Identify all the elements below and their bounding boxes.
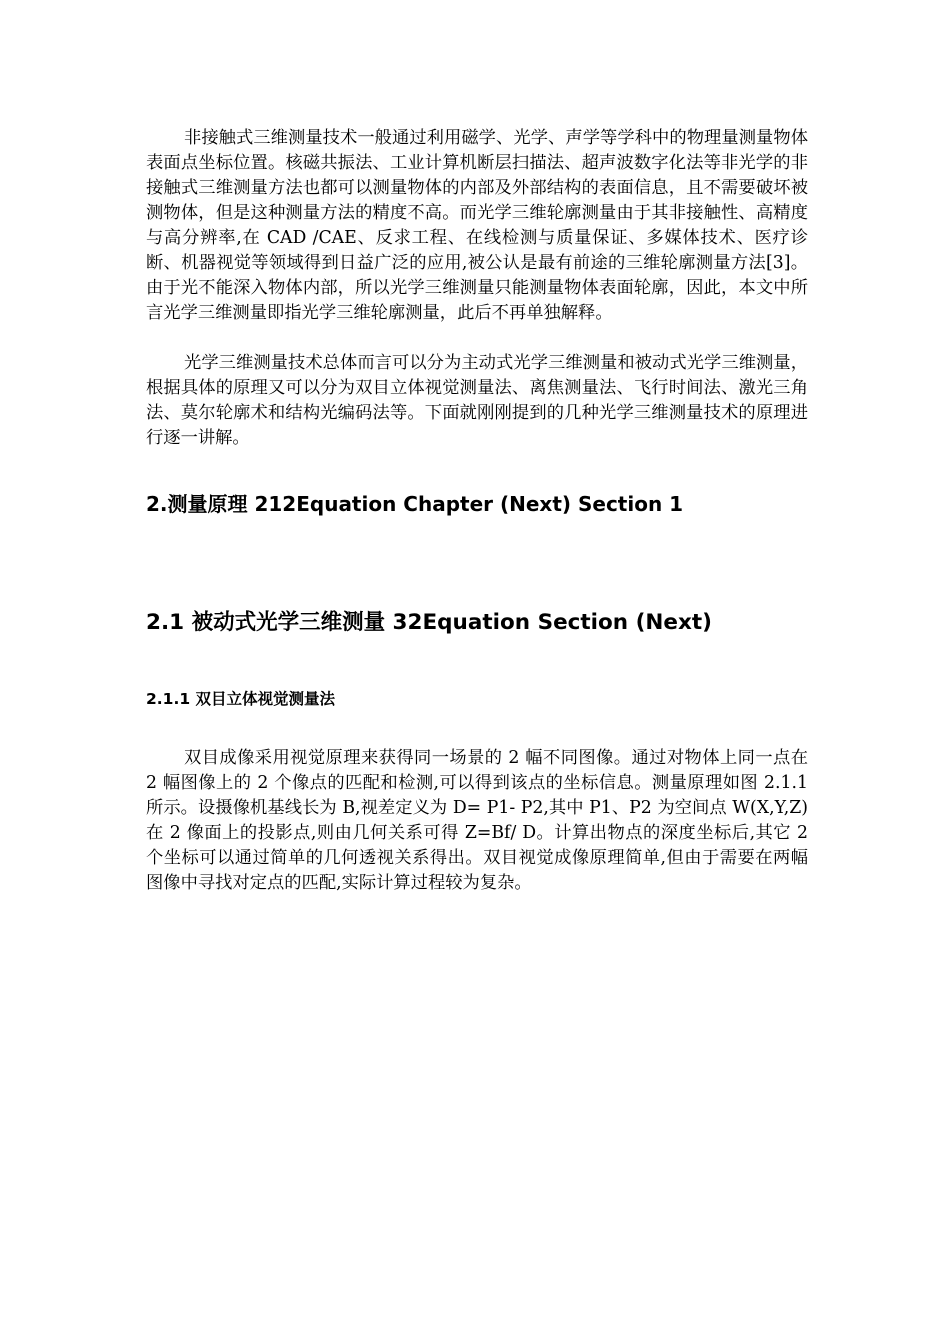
paragraph-optical-measurement-classification: 光学三维测量技术总体而言可以分为主动式光学三维测量和被动式光学三维测量，根据具体的原理又可以分为双目立体视觉测量法、离焦测量法、飞行时间法、激光三角法、莫尔轮廓术和结构光编码法等。下面就刚刚提到的几种光学三维测量技术的原理进行逐一讲解。 xyxy=(146,353,808,448)
subsection-heading: 2.1.1 双目立体视觉测量法 xyxy=(146,690,336,708)
paragraph-binocular-vision: 双目成像采用视觉原理来获得同一场景的 2 幅不同图像。通过对物体上同一点在 2 幅图像上的 2 个像点的匹配和检测,可以得到该点的坐标信息。测量原理如图 2.1.1 所示。设摄像机基线长为 B,视差定义为 D= P1- P2,其中 P1、P2 为空间点 W(X,Y,Z)在 2 像面上的投影点,则由几何关系可得 Z=Bf/ D。计算出物点的深度坐标后,其它 2 个坐标可以通过简单的几何透视关系得出。双目视觉成像原理简单,但由于需要在两幅图像中寻找对定点的匹配,实际计算过程较为复杂。 xyxy=(146,748,808,893)
paragraph-non-contact-measurement: 非接触式三维测量技术一般通过利用磁学、光学、声学等学科中的物理量测量物体表面点坐标位置。核磁共振法、工业计算机断层扫描法、超声波数字化法等非光学的非接触式三维测量方法也都可以测量物体的内部及外部结构的表面信息，且不需要破坏被测物体，但是这种测量方法的精度不高。而光学三维轮廓测量由于其非接触性、高精度与高分辨率,在 CAD /CAE、反求工程、在线检测与质量保证、多媒体技术、医疗诊断、机器视觉等领域得到日益广泛的应用,被公认是最有前途的三维轮廓测量方法[3]。由于光不能深入物体内部，所以光学三维测量只能测量物体表面轮廓，因此，本文中所言光学三维测量即指光学三维轮廓测量，此后不再单独解释。 xyxy=(146,128,808,323)
chapter-heading: 2.测量原理 212Equation Chapter (Next) Section 1 xyxy=(146,492,684,516)
section-heading: 2.1 被动式光学三维测量 32Equation Section (Next) xyxy=(146,610,712,635)
